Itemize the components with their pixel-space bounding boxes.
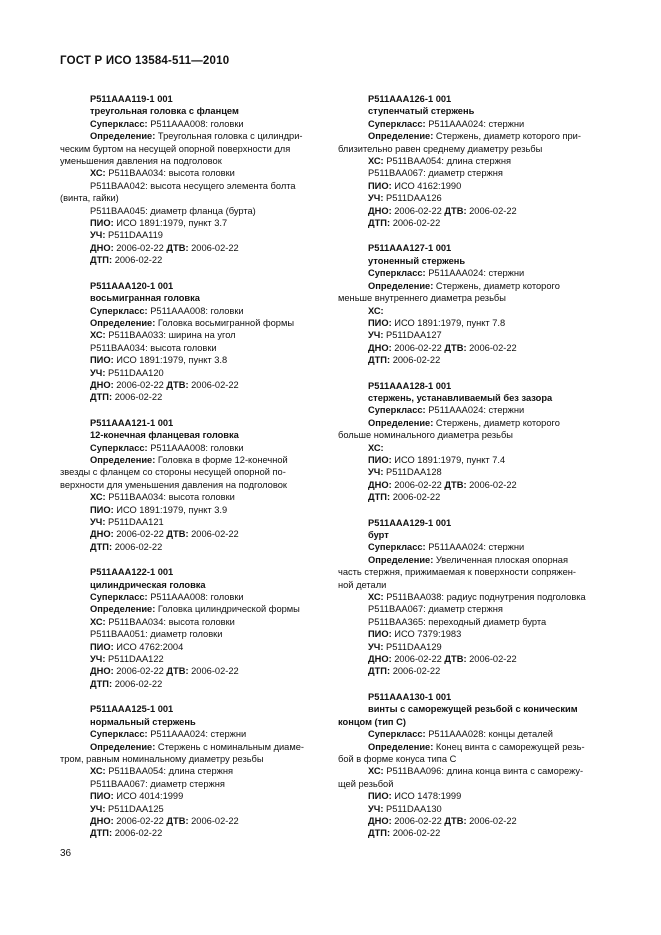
- uch-label: УЧ:: [368, 193, 384, 204]
- xs-item: P511BAA042: высота несущего элемента болта: [90, 180, 296, 191]
- definition-value: Треугольная головка с цилиндри-: [157, 131, 303, 142]
- entry-code: P511AAA127-1 001: [368, 243, 452, 254]
- dtv-value: 2006-02-22: [191, 529, 239, 540]
- superclass-value: P511AAA008: головки: [150, 592, 244, 603]
- superclass: [60, 728, 322, 740]
- pio-label: ПИО:: [368, 454, 392, 465]
- definition-cont: тром, равным номинальному диаметру резьбы: [60, 753, 264, 764]
- entry-p511aaa120: [60, 280, 322, 404]
- pio-value: ИСО 4762:2004: [116, 641, 184, 652]
- pio-label: ПИО:: [90, 641, 114, 652]
- uch: [338, 192, 601, 204]
- xs-label: ХС:: [90, 766, 106, 777]
- uch-label: УЧ:: [368, 641, 384, 652]
- dno-dtv-line: [60, 242, 322, 254]
- superclass-value: P511AAA008: головки: [150, 118, 244, 129]
- dtv-value: 2006-02-22: [191, 666, 239, 677]
- entry-code: P511AAA120-1 001: [90, 280, 174, 291]
- definition-label: Определение:: [90, 454, 156, 465]
- entry-name: ступенчатый стержень: [368, 106, 475, 117]
- dtp: [60, 678, 322, 690]
- dtp-label: ДТП:: [368, 828, 391, 839]
- uch: [338, 803, 601, 815]
- superclass: [60, 591, 322, 603]
- xs-label: ХС:: [90, 168, 106, 179]
- dno-dtv-line: [60, 379, 322, 391]
- uch-label: УЧ:: [90, 517, 106, 527]
- dtp: [338, 827, 601, 839]
- entry-name: восьмигранная головка: [90, 293, 200, 304]
- xs-item: P511BAA045: диаметр фланца (бурта): [90, 205, 256, 216]
- xs-label: ХС:: [368, 442, 384, 453]
- xs-label: ХС:: [368, 592, 384, 603]
- definition-cont: меньше внутреннего диаметра резьбы: [338, 293, 506, 304]
- entry-p511aaa126: [338, 93, 601, 229]
- dtp-value: 2006-02-22: [392, 355, 441, 366]
- pio: [338, 180, 601, 192]
- pio-value: ИСО 1891:1979, пункт 7.8: [394, 317, 506, 328]
- definition-cont: больше номинального диаметра резьбы: [338, 430, 513, 441]
- page-header: ГОСТ Р ИСО 13584-511—2010: [60, 55, 230, 67]
- uch-value: P511DAA125: [108, 803, 164, 814]
- superclass-label: Суперкласс:: [368, 729, 426, 740]
- dno-dtv-line: [338, 342, 601, 354]
- xs-value: P511BAA034: высота головки: [108, 168, 235, 179]
- superclass-label: Суперкласс:: [90, 442, 148, 453]
- dno-label: ДНО:: [90, 666, 114, 677]
- uch-value: P511DAA120: [108, 367, 164, 378]
- dtv-label: ДТВ:: [444, 205, 467, 216]
- superclass: [338, 404, 601, 416]
- superclass: [338, 541, 601, 553]
- xs-item: P511BAA365: переходный диаметр бурта: [368, 616, 547, 627]
- dtp-label: ДТП:: [368, 492, 391, 503]
- dno-dtv-line: [338, 653, 601, 665]
- dtp-label: ДТП:: [90, 392, 113, 403]
- dtp-value: 2006-02-22: [114, 541, 163, 552]
- definition: [338, 130, 601, 142]
- definition-value: Стержень, диаметр которого при-: [435, 131, 581, 142]
- pio: [60, 354, 322, 366]
- definition: [338, 554, 601, 566]
- xs-label: ХС:: [368, 305, 384, 316]
- entry-code: P511AAA121-1 001: [90, 417, 174, 428]
- dtp: [60, 541, 322, 553]
- dno-value: 2006-02-22: [394, 654, 442, 665]
- pio: [338, 317, 601, 329]
- uch-value: P511DAA126: [386, 193, 442, 204]
- definition-cont: часть стержня, прижимаемая к поверхности сопряжен-: [338, 567, 577, 578]
- definition: [338, 417, 601, 429]
- pio: [338, 790, 601, 802]
- dtp-label: ДТП:: [90, 678, 113, 689]
- definition-cont: уменьшения давления на подголовок: [60, 156, 222, 167]
- dtv-value: 2006-02-22: [191, 815, 239, 826]
- entry-p511aaa130: [338, 691, 601, 840]
- definition: [60, 741, 322, 753]
- definition-value: Увеличенная плоская опорная: [435, 554, 569, 565]
- pio-label: ПИО:: [368, 180, 392, 191]
- xs-label: ХС:: [368, 766, 384, 777]
- pio-value: ИСО 1891:1979, пункт 7.4: [394, 454, 506, 465]
- definition-value: Стержень, диаметр которого: [435, 280, 560, 291]
- dtv-label: ДТВ:: [166, 815, 189, 826]
- uch-value: P511DAA128: [386, 467, 442, 478]
- entry-code: P511AAA122-1 001: [90, 567, 174, 578]
- xs-value: P511BAA054: длина стержня: [108, 766, 234, 777]
- uch-value: P511DAA130: [386, 803, 442, 814]
- xs: [338, 765, 601, 777]
- dno-value: 2006-02-22: [116, 529, 164, 540]
- pio-value: ИСО 1891:1979, пункт 3.7: [116, 218, 228, 229]
- dno-label: ДНО:: [368, 205, 392, 216]
- xs-value: P511BAA038: радиус поднутрения подголовка: [386, 592, 586, 603]
- dtp-label: ДТП:: [90, 255, 113, 266]
- xs: [60, 329, 322, 341]
- superclass-label: Суперкласс:: [368, 542, 426, 553]
- definition-cont: близительно равен среднему диаметру резьбы: [338, 143, 543, 154]
- uch: [60, 367, 322, 379]
- uch-label: УЧ:: [368, 803, 384, 814]
- definition-label: Определение:: [90, 317, 156, 328]
- entry-code: P511AAA119-1 001: [90, 94, 173, 104]
- dtp-value: 2006-02-22: [392, 218, 441, 229]
- uch: [60, 229, 322, 241]
- left-column: [60, 93, 322, 840]
- xs: [338, 155, 601, 167]
- dtv-value: 2006-02-22: [469, 342, 517, 353]
- xs-label: ХС:: [90, 330, 106, 341]
- definition-label: Определение:: [90, 741, 156, 752]
- uch-label: УЧ:: [90, 803, 106, 814]
- entry-p511aaa121: [60, 417, 322, 553]
- entry-name: утоненный стержень: [368, 255, 466, 266]
- dtp: [60, 391, 322, 403]
- pio-value: ИСО 1478:1999: [394, 791, 462, 802]
- dtv-value: 2006-02-22: [469, 654, 517, 665]
- definition-label: Определение:: [368, 741, 434, 752]
- pio: [60, 641, 322, 653]
- dtp-value: 2006-02-22: [114, 392, 163, 403]
- pio-label: ПИО:: [90, 791, 114, 802]
- xs-label: ХС:: [368, 156, 384, 167]
- entry-name: треугольная головка с фланцем: [90, 106, 239, 117]
- definition-label: Определение:: [368, 131, 434, 142]
- dtp: [338, 665, 601, 677]
- superclass: [60, 305, 322, 317]
- superclass-label: Суперкласс:: [90, 592, 148, 603]
- superclass-value: P511AAA028: концы деталей: [428, 729, 554, 740]
- dtv-value: 2006-02-22: [191, 242, 239, 253]
- dtv-label: ДТВ:: [166, 242, 189, 253]
- dtp: [338, 354, 601, 366]
- entry-name: стержень, устанавливаемый без зазора: [368, 392, 553, 403]
- definition: [60, 603, 322, 615]
- dno-label: ДНО:: [368, 815, 392, 826]
- entry-name: винты с саморежущей резьбой с коническим: [368, 704, 578, 715]
- xs-value: P511BAA034: высота головки: [108, 616, 235, 627]
- xs: [60, 765, 322, 777]
- superclass-value: P511AAA024: стержни: [428, 405, 525, 416]
- uch: [338, 466, 601, 478]
- xs-item: P511BAA067: диаметр стержня: [368, 168, 503, 179]
- xs-item: P511BAA067: диаметр стержня: [368, 604, 503, 615]
- xs-value: P511BAA054: длина стержня: [386, 156, 512, 167]
- superclass: [338, 267, 601, 279]
- xs-item: (винта, гайки): [60, 193, 119, 204]
- dno-label: ДНО:: [368, 479, 392, 490]
- dno-label: ДНО:: [90, 815, 114, 826]
- definition: [338, 741, 601, 753]
- entry-p511aaa119: [60, 93, 322, 267]
- definition-label: Определение:: [368, 417, 434, 428]
- dtv-label: ДТВ:: [444, 654, 467, 665]
- dno-value: 2006-02-22: [116, 242, 164, 253]
- dtp-label: ДТП:: [90, 828, 113, 839]
- definition-value: Головка цилиндрической формы: [157, 604, 300, 615]
- entry-code: P511AAA129-1 001: [368, 517, 452, 528]
- definition-value: Стержень с номинальным диаме-: [157, 741, 305, 752]
- xs: [60, 491, 322, 503]
- pio-value: ИСО 4162:1990: [394, 180, 462, 191]
- definition-value: Конец винта с саморежущей резь-: [435, 741, 585, 752]
- entry-name-cont: концом (тип С): [338, 716, 406, 727]
- definition-cont: бой в форме конуса типа С: [338, 753, 457, 764]
- definition-cont: звезды с фланцем со стороны несущей опорной по-: [60, 467, 286, 478]
- xs-item: P511BAA034: высота головки: [90, 342, 217, 353]
- superclass-label: Суперкласс:: [90, 305, 148, 316]
- xs-value: P511BAA033: ширина на угол: [108, 330, 236, 341]
- superclass-label: Суперкласс:: [368, 268, 426, 279]
- dno-value: 2006-02-22: [116, 379, 164, 390]
- uch: [338, 329, 601, 341]
- definition-label: Определение:: [90, 604, 156, 615]
- entry-name: бурт: [368, 530, 389, 540]
- dno-dtv-line: [338, 205, 601, 217]
- pio: [338, 454, 601, 466]
- entry-p511aaa127: [338, 242, 601, 366]
- definition-label: Определение:: [90, 131, 156, 142]
- dno-label: ДНО:: [368, 342, 392, 353]
- pio: [338, 628, 601, 640]
- dtp-label: ДТП:: [368, 218, 391, 229]
- definition: [338, 280, 601, 292]
- pio-label: ПИО:: [368, 629, 392, 640]
- definition-value: Головка восьмигранной формы: [157, 317, 295, 328]
- xs: [338, 442, 601, 454]
- entry-name: нормальный стержень: [90, 716, 196, 727]
- dno-value: 2006-02-22: [116, 815, 164, 826]
- entry-name: цилиндрическая головка: [90, 579, 206, 590]
- uch: [60, 516, 322, 528]
- entry-code: P511AAA126-1 001: [368, 94, 452, 104]
- definition-value: Стержень, диаметр которого: [435, 417, 560, 428]
- pio-label: ПИО:: [90, 504, 114, 515]
- pio-value: ИСО 7379:1983: [394, 629, 462, 640]
- dno-dtv-line: [338, 815, 601, 827]
- definition-cont: ной детали: [338, 579, 387, 590]
- uch: [60, 653, 322, 665]
- definition-cont: ческим буртом на несущей опорной поверхности для: [60, 143, 291, 154]
- dno-label: ДНО:: [90, 242, 114, 253]
- superclass-value: P511AAA008: головки: [150, 305, 244, 316]
- right-column: [338, 93, 601, 840]
- dno-value: 2006-02-22: [116, 666, 164, 677]
- xs: [338, 591, 601, 603]
- superclass-value: P511AAA008: головки: [150, 442, 244, 453]
- entry-name: 12-конечная фланцевая головка: [90, 430, 239, 441]
- dno-value: 2006-02-22: [394, 479, 442, 490]
- xs: [338, 305, 601, 317]
- xs-item: P511BAA051: диаметр головки: [90, 629, 223, 640]
- dtp-value: 2006-02-22: [392, 666, 441, 677]
- xs-label: ХС:: [90, 492, 106, 503]
- dtv-label: ДТВ:: [166, 529, 189, 540]
- dtv-label: ДТВ:: [444, 342, 467, 353]
- superclass-value: P511AAA024: стержни: [428, 542, 525, 553]
- uch: [338, 641, 601, 653]
- entry-code: P511AAA128-1 001: [368, 380, 452, 391]
- pio-label: ПИО:: [90, 218, 114, 229]
- superclass-label: Суперкласс:: [90, 729, 148, 740]
- entry-p511aaa122: [60, 566, 322, 690]
- definition: [60, 317, 322, 329]
- superclass-label: Суперкласс:: [368, 405, 426, 416]
- dtp-value: 2006-02-22: [114, 828, 163, 839]
- xs-item: щей резьбой: [338, 778, 394, 789]
- dtp-label: ДТП:: [368, 355, 391, 366]
- superclass: [338, 728, 601, 740]
- superclass-value: P511AAA024: стержни: [428, 268, 525, 279]
- definition-value: Головка в форме 12-конечной: [157, 454, 288, 465]
- dtp: [338, 491, 601, 503]
- dtp: [60, 254, 322, 266]
- pio-value: ИСО 1891:1979, пункт 3.9: [116, 504, 228, 515]
- definition-cont: верхности для уменьшения давления на подголовок: [60, 479, 287, 490]
- dno-dtv-line: [338, 479, 601, 491]
- definition: [60, 130, 322, 142]
- dtv-label: ДТВ:: [166, 666, 189, 677]
- uch-value: P511DAA121: [108, 517, 164, 527]
- uch-label: УЧ:: [90, 654, 106, 665]
- xs-label: ХС:: [90, 616, 106, 627]
- xs: [60, 616, 322, 628]
- dno-label: ДНО:: [90, 529, 114, 540]
- dtv-value: 2006-02-22: [469, 205, 517, 216]
- xs-value: P511BAA034: высота головки: [108, 492, 235, 503]
- superclass-value: P511AAA024: стержни: [150, 729, 247, 740]
- superclass-label: Суперкласс:: [90, 118, 148, 129]
- xs-item: P511BAA067: диаметр стержня: [90, 778, 225, 789]
- dtv-value: 2006-02-22: [469, 815, 517, 826]
- dtp-label: ДТП:: [90, 541, 113, 552]
- pio: [60, 790, 322, 802]
- dtv-value: 2006-02-22: [469, 479, 517, 490]
- dtp: [338, 217, 601, 229]
- xs: [60, 167, 322, 179]
- dno-value: 2006-02-22: [394, 815, 442, 826]
- dno-value: 2006-02-22: [394, 205, 442, 216]
- superclass: [60, 442, 322, 454]
- dtv-label: ДТВ:: [444, 479, 467, 490]
- pio: [60, 217, 322, 229]
- entry-p511aaa128: [338, 380, 601, 504]
- dno-dtv-line: [60, 815, 322, 827]
- uch-value: P511DAA119: [108, 230, 163, 241]
- definition-label: Определение:: [368, 280, 434, 291]
- definition: [60, 454, 322, 466]
- dtp-value: 2006-02-22: [114, 255, 163, 266]
- entry-code: P511AAA130-1 001: [368, 691, 452, 702]
- dno-label: ДНО:: [90, 379, 114, 390]
- dtp-value: 2006-02-22: [392, 828, 441, 839]
- pio-label: ПИО:: [368, 791, 392, 802]
- superclass: [60, 118, 322, 130]
- dno-label: ДНО:: [368, 654, 392, 665]
- pio: [60, 504, 322, 516]
- xs-value: P511BAA096: длина конца винта с саморежу-: [386, 766, 584, 777]
- superclass-label: Суперкласс:: [368, 118, 426, 129]
- pio-value: ИСО 4014:1999: [116, 791, 184, 802]
- superclass: [338, 118, 601, 130]
- uch-label: УЧ:: [90, 230, 106, 241]
- dtp-value: 2006-02-22: [114, 678, 163, 689]
- dno-dtv-line: [60, 665, 322, 677]
- pio-label: ПИО:: [368, 317, 392, 328]
- dno-value: 2006-02-22: [394, 342, 442, 353]
- uch-value: P511DAA129: [386, 641, 442, 652]
- dno-dtv-line: [60, 528, 322, 540]
- dtv-label: ДТВ:: [166, 379, 189, 390]
- uch-label: УЧ:: [368, 467, 384, 478]
- dtp-value: 2006-02-22: [392, 492, 441, 503]
- entry-p511aaa125: [60, 703, 322, 839]
- uch-value: P511DAA122: [108, 654, 164, 665]
- uch-label: УЧ:: [90, 367, 106, 378]
- entry-p511aaa129: [338, 517, 601, 678]
- pio-value: ИСО 1891:1979, пункт 3.8: [116, 355, 228, 366]
- superclass-value: P511AAA024: стержни: [428, 118, 525, 129]
- uch: [60, 803, 322, 815]
- definition-label: Определение:: [368, 554, 434, 565]
- dtv-label: ДТВ:: [444, 815, 467, 826]
- dtp-label: ДТП:: [368, 666, 391, 677]
- page-number: 36: [60, 848, 72, 859]
- dtv-value: 2006-02-22: [191, 379, 239, 390]
- pio-label: ПИО:: [90, 355, 114, 366]
- entry-code: P511AAA125-1 001: [90, 704, 174, 715]
- uch-label: УЧ:: [368, 330, 384, 341]
- uch-value: P511DAA127: [386, 330, 442, 341]
- dtp: [60, 827, 322, 839]
